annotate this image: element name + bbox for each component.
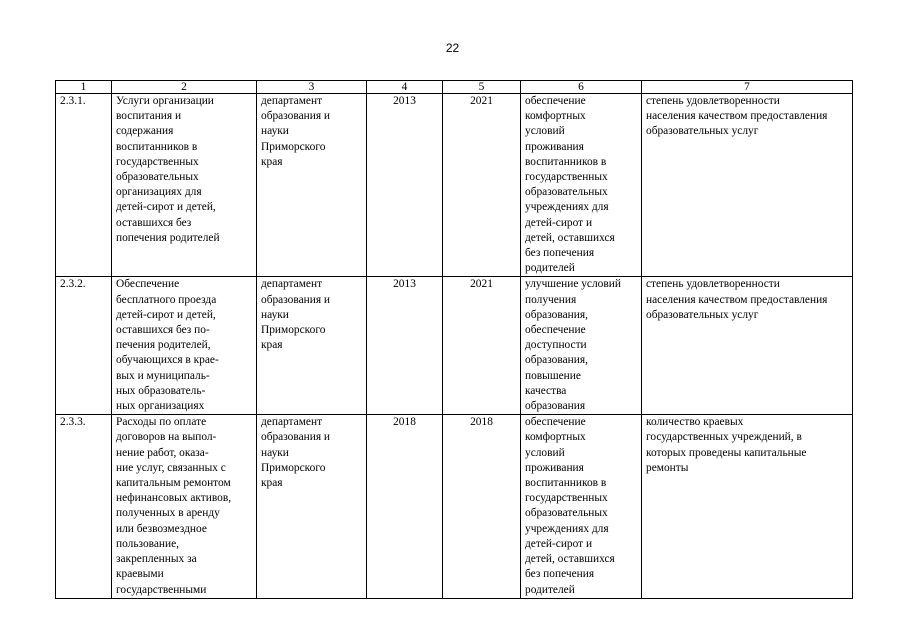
activity-name: Обеспечение бесплатного проезда детей-сирот и детей, оставшихся без по- печения родителей, обучающихся в крае- вых и муниципаль- ных образователь- ных организациях <box>112 277 257 415</box>
table-header-row <box>56 81 853 94</box>
table-row <box>56 94 853 277</box>
activity-name: Расходы по оплате договоров на выпол- нение работ, оказа- ние услуг, связанных с капитальным ремонтом нефинансовых активов, полученных в аренду или безвозмездное пользование, закрепленных за краевыми государственными <box>112 415 257 598</box>
item-number: 2.3.3. <box>56 415 112 598</box>
item-number: 2.3.2. <box>56 277 112 415</box>
indicator: количество краевых государственных учреждений, в которых проведены капитальные ремонты <box>642 415 853 598</box>
activity-name: Услуги организации воспитания и содержания воспитанников в государственных образовательных организациях для детей-сирот и детей, оставшихся без попечения родителей <box>112 94 257 277</box>
end-year: 2018 <box>443 415 521 598</box>
end-year: 2021 <box>443 94 521 277</box>
end-year: 2021 <box>443 277 521 415</box>
column-header: 4 <box>367 81 443 94</box>
executor: департамент образования и науки Приморского края <box>257 277 367 415</box>
column-header: 5 <box>443 81 521 94</box>
column-header: 2 <box>112 81 257 94</box>
program-activities-table <box>55 80 853 599</box>
column-header: 6 <box>521 81 642 94</box>
executor: департамент образования и науки Приморского края <box>257 94 367 277</box>
column-header: 7 <box>642 81 853 94</box>
start-year: 2013 <box>367 94 443 277</box>
column-header: 3 <box>257 81 367 94</box>
expected-result: обеспечение комфортных условий проживания воспитанников в государственных образовательных учреждениях для детей-сирот и детей, оставшихся без попечения родителей <box>521 94 642 277</box>
start-year: 2013 <box>367 277 443 415</box>
column-header: 1 <box>56 81 112 94</box>
executor: департамент образования и науки Приморского края <box>257 415 367 598</box>
indicator: степень удовлетворенности населения качеством предоставления образовательных услуг <box>642 277 853 415</box>
indicator: степень удовлетворенности населения качеством предоставления образовательных услуг <box>642 94 853 277</box>
expected-result: улучшение условий получения образования, обеспечение доступности образования, повышение качества образования <box>521 277 642 415</box>
table-row <box>56 415 853 598</box>
item-number: 2.3.1. <box>56 94 112 277</box>
page-number: 22 <box>445 41 460 55</box>
start-year: 2018 <box>367 415 443 598</box>
table-row <box>56 277 853 415</box>
expected-result: обеспечение комфортных условий проживания воспитанников в государственных образовательных учреждениях для детей-сирот и детей, оставшихся без попечения родителей <box>521 415 642 598</box>
